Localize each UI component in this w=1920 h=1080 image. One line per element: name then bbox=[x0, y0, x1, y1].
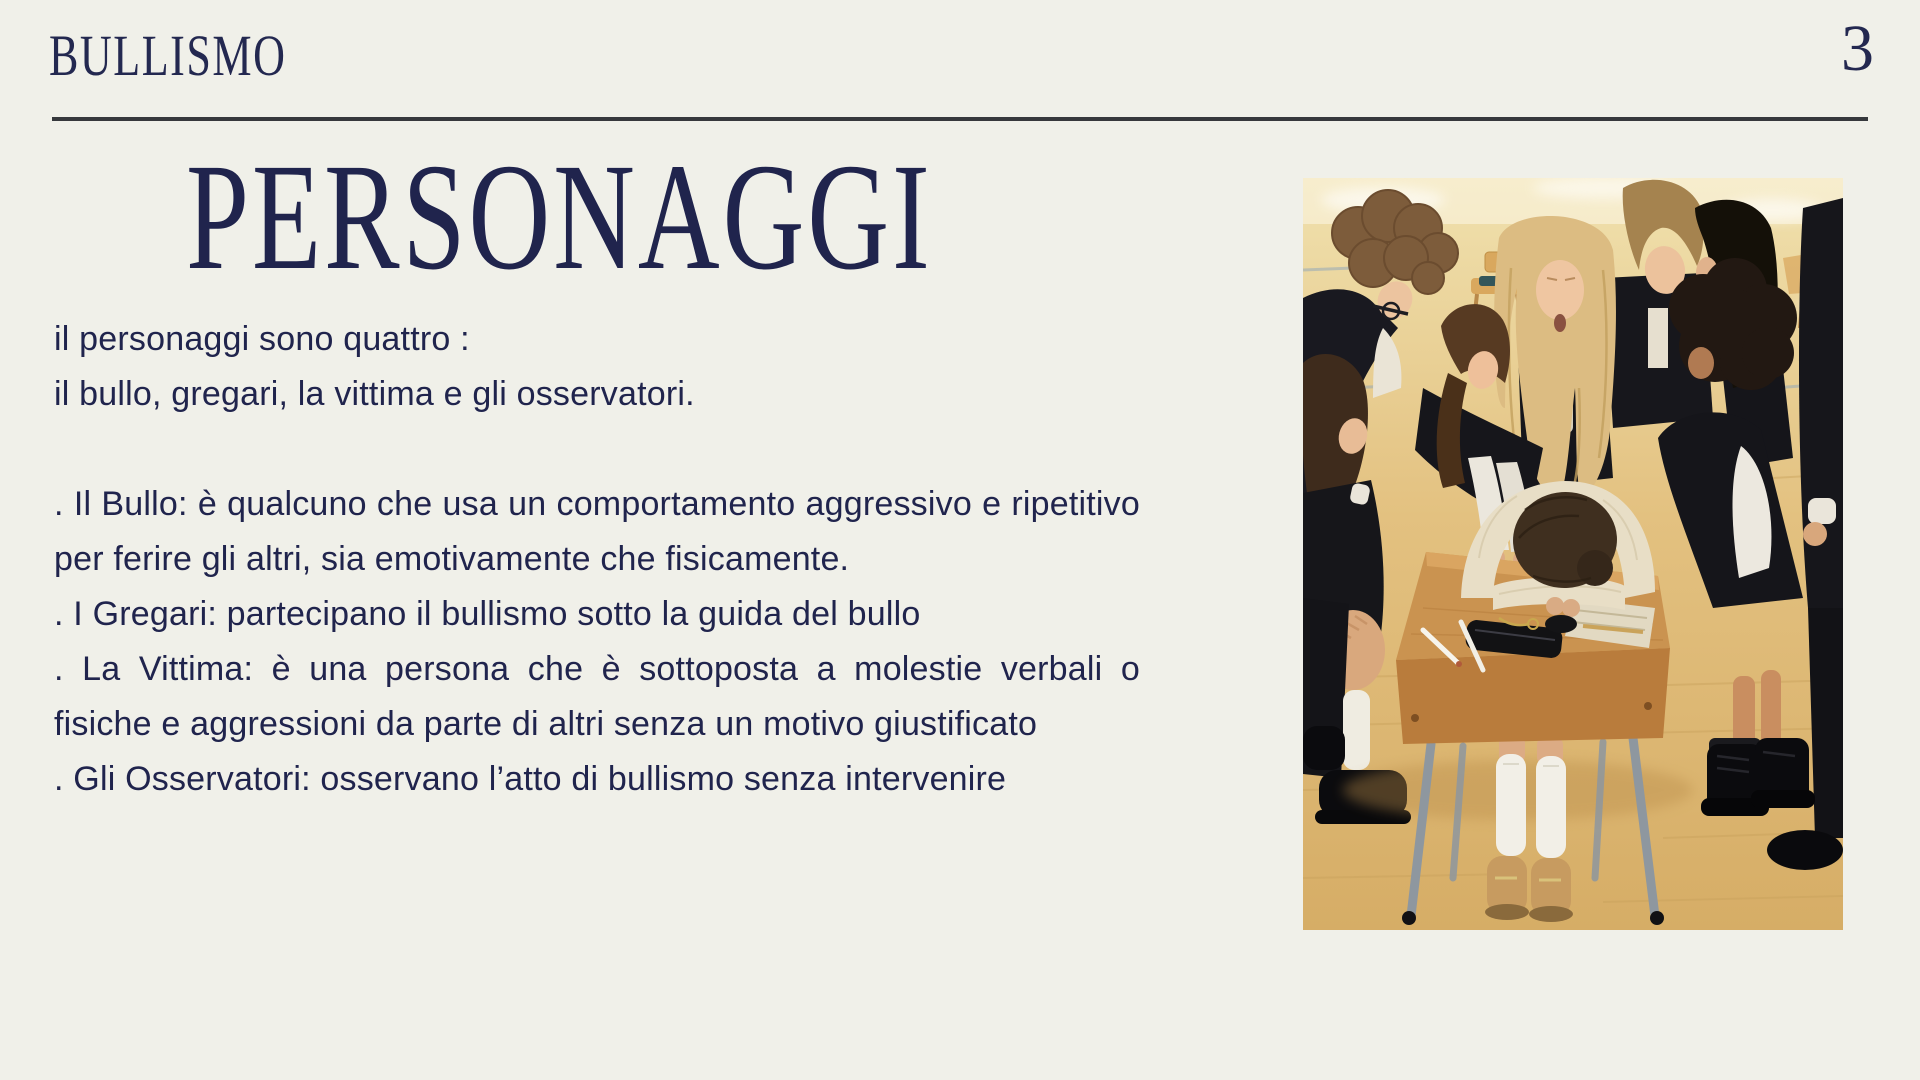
intro-line: il personaggi sono quattro : bbox=[54, 320, 470, 358]
page-title: PERSONAGGI bbox=[186, 133, 933, 302]
intro-line: il bullo, gregari, la vittima e gli osservatori. bbox=[54, 375, 695, 413]
paragraph-vittima: . La Vittima: è una persona che è sottoposta a molestie verbali o fisiche e aggressioni da parte di altri senza un motivo giustificato bbox=[54, 650, 1140, 743]
paragraph-gregari: . I Gregari: partecipano il bullismo sotto la guida del bullo bbox=[54, 595, 921, 633]
paragraph-osservatori: . Gli Osservatori: osservano l’atto di bullismo senza intervenire bbox=[54, 760, 1007, 798]
classroom-photo-illustration bbox=[1303, 178, 1843, 930]
slide-header-title: BULLISMO bbox=[49, 23, 287, 88]
classroom-bullying-photo bbox=[1303, 178, 1843, 930]
paragraph-bullo: . Il Bullo: è qualcuno che usa un comportamento aggressivo e ripetitivo per ferire gli altri, sia emotivamente che fisicamente. bbox=[54, 485, 1140, 578]
header-divider bbox=[52, 117, 1868, 121]
paragraph-spacer bbox=[54, 422, 1140, 477]
page-number: 3 bbox=[1841, 12, 1874, 85]
body-text bbox=[54, 312, 1140, 807]
